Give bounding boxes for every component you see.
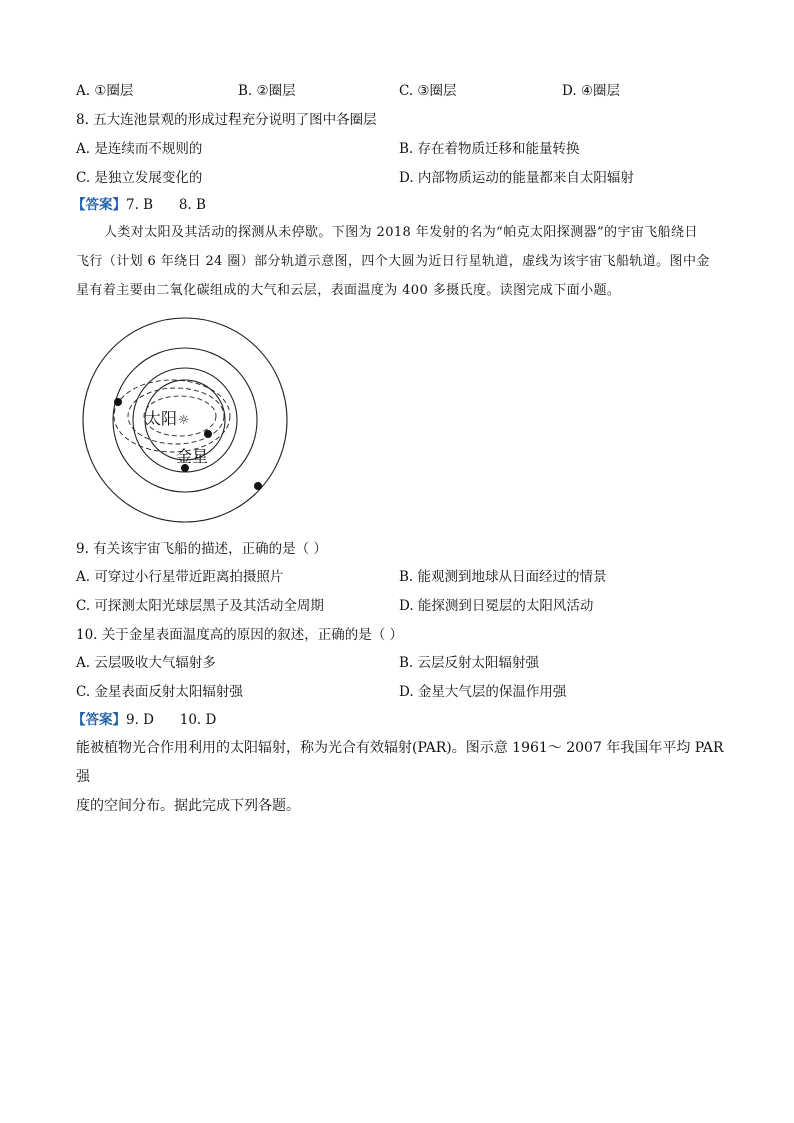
planet-dot-middle xyxy=(204,430,212,438)
passage-line: 星有着主要由二氧化碳组成的大气和云层，表面温度为 400 多摄氏度。读图完成下面小题。 xyxy=(76,283,621,298)
q10-option-d: D. 金星大气层的保温作用强 xyxy=(399,684,567,700)
q9-option-a: A. 可穿过小行星带近距离拍摄照片 xyxy=(76,569,284,585)
orbit-diagram xyxy=(78,310,298,530)
sun-icon: ☼ xyxy=(178,413,190,428)
q7-option-c: C. ③圈层 xyxy=(399,83,457,99)
answer-tag: 【答案】 xyxy=(72,712,126,728)
q10-stem: 10. 关于金星表面温度高的原因的叙述，正确的是（ ） xyxy=(76,627,404,643)
answer-tag: 【答案】 xyxy=(72,197,126,213)
q9-option-d: D. 能探测到日冕层的太阳风活动 xyxy=(399,598,594,614)
q8-option-b: B. 存在着物质迁移和能量转换 xyxy=(399,141,580,157)
passage-solar-probe xyxy=(76,218,716,305)
q10-option-b: B. 云层反射太阳辐射强 xyxy=(399,655,540,671)
answer-9-10 xyxy=(72,711,216,729)
answer-text: 7. B 8. B xyxy=(126,197,206,213)
planet-dot-outer xyxy=(254,482,262,490)
passage-line: 能被植物光合作用利用的太阳辐射，称为光合有效辐射(PAR)。图示意 1961～ 2007 年我国年平均 PAR 强 xyxy=(76,740,724,785)
q9-stem: 9. 有关该宇宙飞船的描述，正确的是（ ） xyxy=(76,541,327,557)
q7-option-b: B. ②圈层 xyxy=(238,83,296,99)
passage-line: 飞行（计划 6 年绕日 24 圈）部分轨道示意图，四个大圆为近日行星轨道，虚线为该宇宙飞船轨道。图中金 xyxy=(76,254,710,269)
q8-option-a: A. 是连续而不规则的 xyxy=(76,141,203,157)
probe-dot-left xyxy=(114,398,122,406)
answer-text: 9. D 10. D xyxy=(126,712,217,728)
q10-option-a: A. 云层吸收大气辐射多 xyxy=(76,655,216,671)
q9-option-b: B. 能观测到地球从日面经过的情景 xyxy=(399,569,607,585)
answer-7-8 xyxy=(72,196,206,214)
passage-line: 人类对太阳及其活动的探测从未停歇。下图为 2018 年发射的名为“帕克太阳探测器”的宇宙飞船绕日 xyxy=(104,225,698,240)
q8-option-d: D. 内部物质运动的能量都来自太阳辐射 xyxy=(399,170,634,186)
venus-label: 金星 xyxy=(176,447,209,466)
q9-option-c: C. 可探测太阳光球层黑子及其活动全周期 xyxy=(76,598,324,614)
q7-option-d: D. ④圈层 xyxy=(562,83,621,99)
sun-label: 太阳 xyxy=(145,409,178,428)
q7-option-a: A. ①圈层 xyxy=(76,83,134,99)
passage-par xyxy=(76,734,726,821)
q8-stem: 8. 五大连池景观的形成过程充分说明了图中各圈层 xyxy=(76,112,377,128)
q10-option-c: C. 金星表面反射太阳辐射强 xyxy=(76,684,243,700)
q8-option-c: C. 是独立发展变化的 xyxy=(76,170,203,186)
passage-line: 度的空间分布。据此完成下列各题。 xyxy=(76,798,300,814)
